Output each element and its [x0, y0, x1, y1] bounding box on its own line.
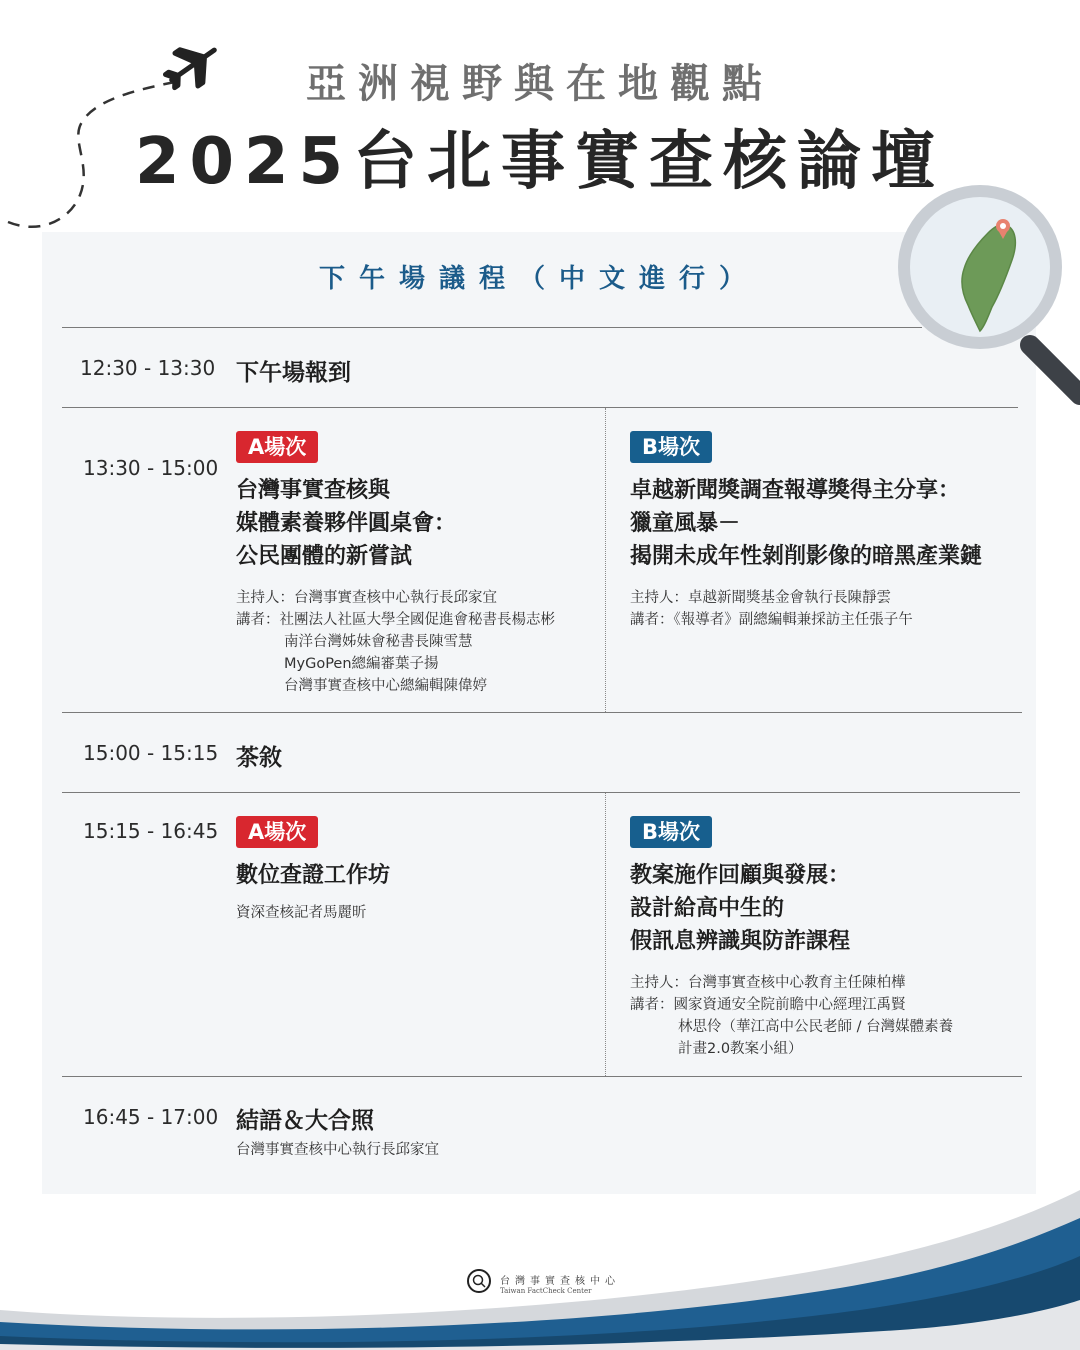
session-info: 主持人：台灣事實查核中心執行長邱家宜 講者：社團法人社區大學全國促進會秘書長楊志彬 南洋台灣姊妹會秘書長陳雪慧 MyGoPen總編審葉子揚 台灣事實查核中心總編輯陳偉婷 — [236, 590, 555, 694]
session-title: 教案施作回顧與發展： 設計給高中生的 假訊息辨識與防詐課程 — [630, 863, 851, 954]
logo-text-en: Taiwan FactCheck Center — [500, 1287, 592, 1295]
session-2b — [630, 816, 953, 1060]
time-checkin: 12:30 - 13:30 — [80, 356, 216, 380]
magnifier-icon — [880, 185, 1080, 405]
logo-text-zh: 台灣事實查核中心 — [500, 1276, 620, 1287]
session-info: 主持人：卓越新聞獎基金會執行長陳靜雲 講者：《報導者》副總編輯兼採訪主任張子午 — [630, 590, 913, 628]
column-divider — [605, 793, 606, 1076]
time-slot2: 15:15 - 16:45 — [83, 819, 219, 843]
checkin-title: 下午場報到 — [236, 360, 351, 386]
column-divider — [605, 408, 606, 712]
badge-b: B場次 — [630, 431, 712, 463]
time-slot1: 13:30 - 15:00 — [83, 456, 219, 480]
time-break: 15:00 - 15:15 — [83, 741, 219, 765]
session-1b — [630, 431, 982, 631]
divider — [62, 327, 922, 328]
footer-waves — [0, 1190, 1080, 1350]
session-1a — [236, 431, 555, 697]
closing-info: 台灣事實查核中心執行長邱家宜 — [236, 1142, 439, 1158]
closing-title: 結語＆大合照 — [236, 1108, 374, 1134]
agenda-title: 下午場議程（中文進行） — [318, 264, 759, 294]
divider — [62, 792, 1020, 793]
session-title: 卓越新聞獎調查報導獎得主分享： 獵童風暴－ 揭開未成年性剝削影像的暗黑產業鏈 — [630, 478, 983, 569]
badge-b: B場次 — [630, 816, 712, 848]
time-closing: 16:45 - 17:00 — [83, 1105, 219, 1129]
session-2a — [236, 816, 390, 924]
session-title: 台灣事實查核與 媒體素養夥伴圓桌會： 公民團體的新嘗試 — [236, 478, 457, 569]
event-title: 2025台北事實查核論壇 — [134, 125, 946, 199]
divider — [62, 1076, 1022, 1077]
divider — [62, 407, 1018, 408]
divider — [62, 712, 1022, 713]
badge-a: A場次 — [236, 816, 318, 848]
session-info: 資深查核記者馬麗昕 — [236, 905, 367, 921]
break-title: 茶敘 — [236, 745, 282, 771]
session-title: 數位查證工作坊 — [236, 863, 391, 888]
session-info: 主持人：台灣事實查核中心教育主任陳柏樺 講者：國家資通安全院前瞻中心經理江禹賢 林思伶（華江高中公民老師 / 台灣媒體素養 計畫2.0教案小組） — [630, 975, 954, 1057]
event-subtitle: 亞洲視野與在地觀點 — [306, 61, 774, 107]
badge-a: A場次 — [236, 431, 318, 463]
tfc-logo-icon — [466, 1268, 492, 1294]
